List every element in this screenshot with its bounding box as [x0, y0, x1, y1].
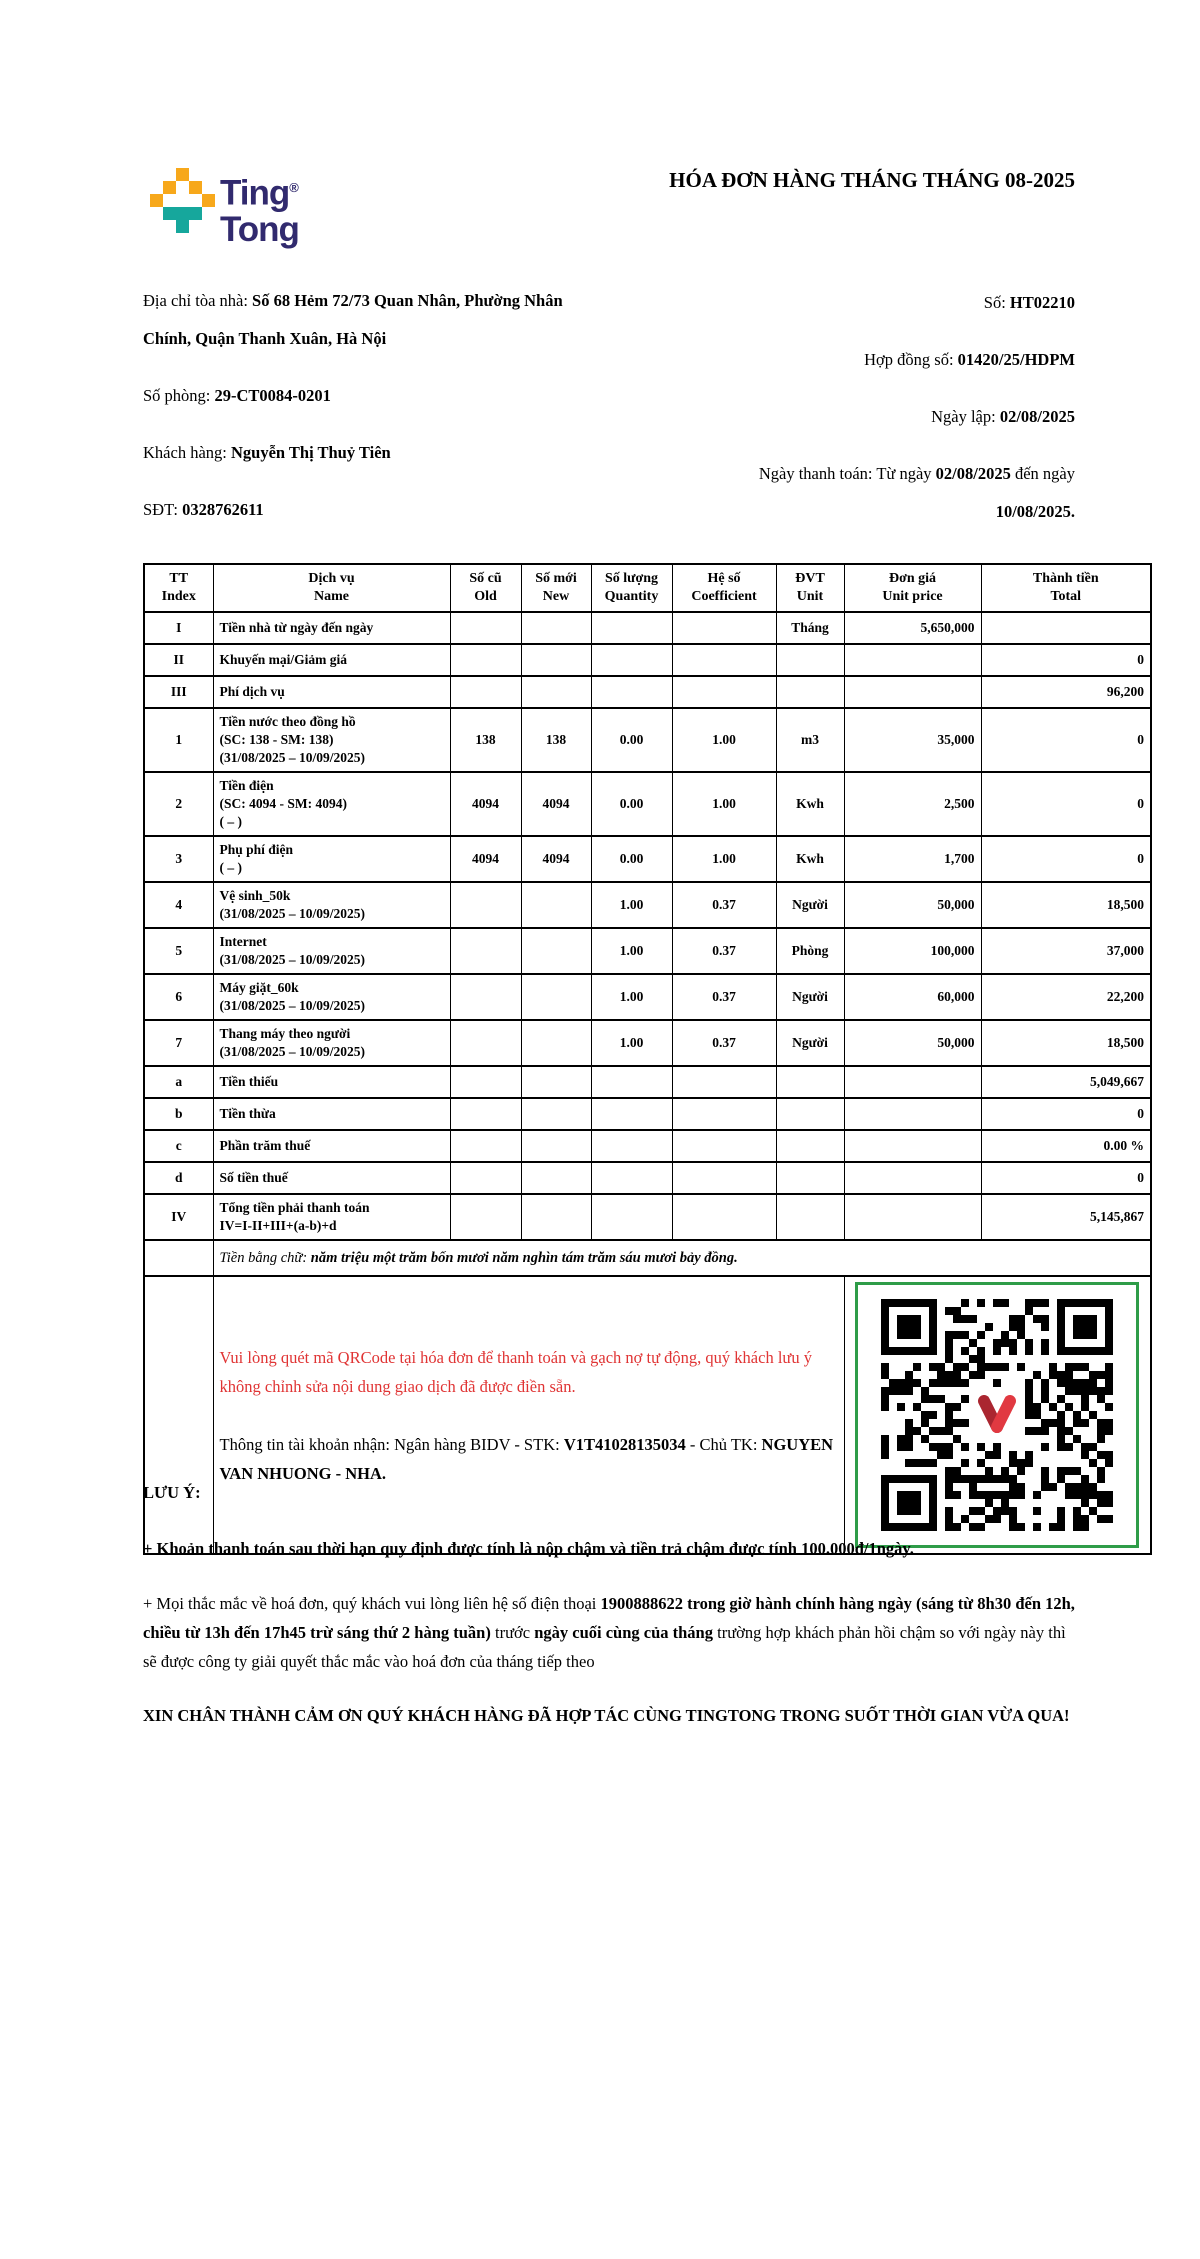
cell-total: 0	[981, 1162, 1151, 1194]
contract-number-label: Hợp đồng số:	[864, 350, 958, 369]
cell-new	[521, 1162, 591, 1194]
cell-name: Phụ phí điện ( – )	[213, 836, 450, 882]
payment-period-label2: đến ngày	[1010, 464, 1075, 483]
cell-name: Phí dịch vụ	[213, 676, 450, 708]
thanks-note: XIN CHÂN THÀNH CẢM ƠN QUÝ KHÁCH HÀNG ĐÃ HỢP TÁC CÙNG TINGTONG TRONG SUỐT THỜI GIAN VỪA QUA!	[143, 1706, 1070, 1725]
amount-in-words-cell	[213, 1240, 1151, 1276]
cell-index: I	[144, 612, 213, 644]
cell-unit-price	[844, 644, 981, 676]
cell-index: a	[144, 1066, 213, 1098]
cell-index: 4	[144, 882, 213, 928]
amount-in-words-value: năm triệu một trăm bốn mươi năm nghìn tám trăm sáu mươi bảy đồng.	[310, 1249, 738, 1266]
cell-total: 5,145,867	[981, 1194, 1151, 1240]
info-item-issue-date	[555, 398, 1075, 436]
cell-quantity: 1.00	[591, 928, 672, 974]
cell-coefficient: 0.37	[672, 1020, 776, 1066]
brand-name-line1: Ting	[220, 173, 290, 213]
cell-new	[521, 612, 591, 644]
cell-quantity: 1.00	[591, 974, 672, 1020]
service-row	[144, 1130, 1151, 1162]
cell-old	[450, 1066, 521, 1098]
cell-total: 0.00 %	[981, 1130, 1151, 1162]
payment-period-label: Ngày thanh toán: Từ ngày	[758, 464, 936, 483]
cell-quantity	[591, 1066, 672, 1098]
service-row	[144, 882, 1151, 928]
cell-coefficient: 0.37	[672, 974, 776, 1020]
cell-total: 0	[981, 644, 1151, 676]
cell-unit-price	[844, 676, 981, 708]
service-row	[144, 676, 1151, 708]
cell-unit	[776, 1162, 844, 1194]
table-header-cell: Dịch vụ Name	[213, 564, 450, 612]
building-address-value: Số 68 Hẻm 72/73 Quan Nhân, Phường Nhân Chính, Quận Thanh Xuân, Hà Nội	[143, 291, 563, 348]
cell-index: 2	[144, 772, 213, 836]
cell-name: Internet (31/08/2025 – 10/09/2025)	[213, 928, 450, 974]
table-header-cell: Số lượng Quantity	[591, 564, 672, 612]
cell-unit-price	[844, 1066, 981, 1098]
cell-unit: Kwh	[776, 772, 844, 836]
cell-unit	[776, 1194, 844, 1240]
cell-coefficient	[672, 1130, 776, 1162]
info-item-customer	[143, 434, 613, 472]
cell-unit	[776, 644, 844, 676]
cell-quantity	[591, 1194, 672, 1240]
cell-name: Tiền nhà từ ngày đến ngày	[213, 612, 450, 644]
cell-unit-price: 50,000	[844, 1020, 981, 1066]
cell-coefficient: 1.00	[672, 772, 776, 836]
customer-value: Nguyễn Thị Thuỷ Tiên	[230, 443, 391, 462]
cell-index: 5	[144, 928, 213, 974]
cell-unit-price: 60,000	[844, 974, 981, 1020]
cell-name: Số tiền thuế	[213, 1162, 450, 1194]
qr-instruction-text: Vui lòng quét mã QRCode tại hóa đơn để thanh toán và gạch nợ tự động, quý khách lưu ý không chỉnh sửa nội dung giao dịch đã được điền sẵn.	[219, 1347, 812, 1396]
cell-new: 4094	[521, 836, 591, 882]
phone-label: SĐT:	[143, 500, 183, 519]
cell-name: Tổng tiền phải thanh toán IV=I-II+III+(a-b)+d	[213, 1194, 450, 1240]
cell-new	[521, 1130, 591, 1162]
service-row	[144, 772, 1151, 836]
cell-total: 0	[981, 772, 1151, 836]
cell-total: 96,200	[981, 676, 1151, 708]
cell-old	[450, 974, 521, 1020]
info-item-contract-number	[555, 341, 1075, 379]
service-row	[144, 928, 1151, 974]
cell-quantity	[591, 644, 672, 676]
service-row	[144, 1162, 1151, 1194]
qr-account-text: Thông tin tài khoản nhận: Ngân hàng BIDV - STK: V1T41028135034 - Chủ TK: NGUYEN VAN NHUONG - NHA.	[219, 1434, 834, 1483]
vietqr-v-icon	[969, 1390, 1025, 1440]
cell-name: Phần trăm thuế	[213, 1130, 450, 1162]
cell-name: Thang máy theo người (31/08/2025 – 10/09/2025)	[213, 1020, 450, 1066]
cell-coefficient	[672, 644, 776, 676]
cell-unit: Người	[776, 1020, 844, 1066]
cell-index: 7	[144, 1020, 213, 1066]
brand-logo	[150, 166, 470, 276]
cell-coefficient	[672, 1098, 776, 1130]
cell-total: 0	[981, 1098, 1151, 1130]
info-item-phone	[143, 491, 613, 529]
service-row	[144, 1066, 1151, 1098]
cell-coefficient: 1.00	[672, 836, 776, 882]
brand-name-line2: Tong	[220, 209, 299, 249]
info-left	[143, 282, 613, 548]
cell-unit	[776, 1066, 844, 1098]
cell-coefficient	[672, 1162, 776, 1194]
cell-coefficient	[672, 676, 776, 708]
cell-old: 4094	[450, 836, 521, 882]
logo-square	[163, 207, 176, 220]
cell-new	[521, 882, 591, 928]
invoice-title: HÓA ĐƠN HÀNG THÁNG THÁNG 08-2025	[669, 168, 1075, 192]
cell-unit: Tháng	[776, 612, 844, 644]
cell-new: 4094	[521, 772, 591, 836]
table-header-cell: ĐVT Unit	[776, 564, 844, 612]
logo-square	[176, 168, 189, 181]
logo-square	[202, 194, 215, 207]
service-row	[144, 1194, 1151, 1240]
cell-unit-price: 50,000	[844, 882, 981, 928]
cell-name: Vệ sinh_50k (31/08/2025 – 10/09/2025)	[213, 882, 450, 928]
info-item-building-address	[143, 282, 613, 358]
cell-quantity	[591, 1162, 672, 1194]
cell-unit-price	[844, 1194, 981, 1240]
cell-total: 5,049,667	[981, 1066, 1151, 1098]
cell-old: 138	[450, 708, 521, 772]
cell-new	[521, 1194, 591, 1240]
service-row	[144, 612, 1151, 644]
cell-total: 22,200	[981, 974, 1151, 1020]
table-header-cell: TT Index	[144, 564, 213, 612]
logo-square	[176, 207, 189, 220]
cell-coefficient	[672, 612, 776, 644]
room-number-value: 29-CT0084-0201	[214, 386, 331, 405]
cell-index: III	[144, 676, 213, 708]
cell-name: Tiền điện (SC: 4094 - SM: 4094) ( – )	[213, 772, 450, 836]
cell-old	[450, 882, 521, 928]
cell-index: 6	[144, 974, 213, 1020]
service-row	[144, 1098, 1151, 1130]
cell-old	[450, 644, 521, 676]
cell-unit: Phòng	[776, 928, 844, 974]
table-header	[144, 564, 1151, 612]
room-number-label: Số phòng:	[143, 386, 215, 405]
notes-section	[143, 1478, 1083, 1730]
cell-index: 3	[144, 836, 213, 882]
cell-new	[521, 928, 591, 974]
cell-index: 1	[144, 708, 213, 772]
cell-unit-price	[844, 1098, 981, 1130]
cell-coefficient: 0.37	[672, 882, 776, 928]
cell-name: Máy giặt_60k (31/08/2025 – 10/09/2025)	[213, 974, 450, 1020]
table-header-cell: Hệ số Coefficient	[672, 564, 776, 612]
logo-square	[163, 181, 176, 194]
cell-total: 0	[981, 708, 1151, 772]
cell-unit	[776, 1098, 844, 1130]
logo-mark	[150, 168, 216, 234]
cell-name: Tiền thiếu	[213, 1066, 450, 1098]
invoice-number-label: Số:	[983, 293, 1010, 312]
cell-unit: m3	[776, 708, 844, 772]
cell-new	[521, 1098, 591, 1130]
service-row	[144, 836, 1151, 882]
late-payment-note: + Khoản thanh toán sau thời hạn quy định được tính là nộp chậm và tiền trả chậm được tính 100.000đ/1ngày.	[143, 1539, 914, 1558]
cell-index: II	[144, 644, 213, 676]
info-item-room-number	[143, 377, 613, 415]
cell-unit: Người	[776, 974, 844, 1020]
cell-coefficient: 0.37	[672, 928, 776, 974]
cell-quantity: 0.00	[591, 836, 672, 882]
cell-unit: Người	[776, 882, 844, 928]
cell-unit-price	[844, 1130, 981, 1162]
payment-from-value: 02/08/2025	[935, 464, 1011, 483]
brand-name	[220, 170, 299, 248]
logo-square	[189, 181, 202, 194]
cell-unit: Kwh	[776, 836, 844, 882]
logo-square	[150, 194, 163, 207]
cell-old: 4094	[450, 772, 521, 836]
cell-unit-price: 2,500	[844, 772, 981, 836]
cell-index: c	[144, 1130, 213, 1162]
amount-in-words-label: Tiền bằng chữ:	[219, 1249, 311, 1266]
cell-coefficient	[672, 1194, 776, 1240]
building-address-label: Địa chỉ tòa nhà:	[143, 291, 253, 310]
cell-quantity	[591, 612, 672, 644]
table-header-cell: Đơn giá Unit price	[844, 564, 981, 612]
cell-index: IV	[144, 1194, 213, 1240]
cell-new	[521, 1066, 591, 1098]
service-row	[144, 708, 1151, 772]
registered-mark: ®	[289, 180, 299, 195]
cell-old	[450, 676, 521, 708]
service-row	[144, 974, 1151, 1020]
logo-square	[176, 220, 189, 233]
cell-index: b	[144, 1098, 213, 1130]
info-right	[555, 284, 1075, 550]
cell-new	[521, 974, 591, 1020]
cell-total: 0	[981, 836, 1151, 882]
cell-quantity: 1.00	[591, 1020, 672, 1066]
cell-old	[450, 1194, 521, 1240]
invoice-number-value: HT02210	[1009, 293, 1075, 312]
cell-old	[450, 1098, 521, 1130]
cell-unit-price: 5,650,000	[844, 612, 981, 644]
cell-total: 18,500	[981, 1020, 1151, 1066]
cell-unit-price	[844, 1162, 981, 1194]
cell-old	[450, 1020, 521, 1066]
cell-unit-price: 35,000	[844, 708, 981, 772]
cell-quantity	[591, 1130, 672, 1162]
cell-old	[450, 928, 521, 974]
cell-coefficient	[672, 1066, 776, 1098]
cell-unit-price: 100,000	[844, 928, 981, 974]
cell-new: 138	[521, 708, 591, 772]
cell-total	[981, 612, 1151, 644]
cell-quantity: 0.00	[591, 708, 672, 772]
table-header-cell: Số mới New	[521, 564, 591, 612]
cell-name: Tiền thừa	[213, 1098, 450, 1130]
cell-coefficient: 1.00	[672, 708, 776, 772]
invoice-table	[143, 563, 1152, 1555]
table-header-cell: Số cũ Old	[450, 564, 521, 612]
service-row	[144, 1020, 1151, 1066]
issue-date-value: 02/08/2025	[999, 407, 1075, 426]
cell-name: Tiền nước theo đồng hồ (SC: 138 - SM: 138) (31/08/2025 – 10/09/2025)	[213, 708, 450, 772]
amount-in-words-row	[144, 1240, 1151, 1276]
table-body	[144, 612, 1151, 1240]
cell-new	[521, 1020, 591, 1066]
service-row	[144, 644, 1151, 676]
cell-unit	[776, 676, 844, 708]
table-header-cell: Thành tiền Total	[981, 564, 1151, 612]
cell-new	[521, 644, 591, 676]
phone-value: 0328762611	[182, 500, 264, 519]
info-item-payment-period	[555, 455, 1075, 531]
cell-total: 18,500	[981, 882, 1151, 928]
info-item-invoice-number	[555, 284, 1075, 322]
notes-heading: LƯU Ý:	[143, 1483, 201, 1502]
cell-new	[521, 676, 591, 708]
contract-number-value: 01420/25/HDPM	[957, 350, 1075, 369]
cell-total: 37,000	[981, 928, 1151, 974]
empty-cell	[144, 1240, 213, 1276]
cell-quantity: 0.00	[591, 772, 672, 836]
customer-label: Khách hàng:	[143, 443, 231, 462]
logo-square	[189, 207, 202, 220]
cell-quantity	[591, 676, 672, 708]
cell-old	[450, 612, 521, 644]
cell-name: Khuyến mại/Giảm giá	[213, 644, 450, 676]
cell-old	[450, 1130, 521, 1162]
cell-quantity: 1.00	[591, 882, 672, 928]
cell-index: d	[144, 1162, 213, 1194]
cell-old	[450, 1162, 521, 1194]
payment-to-value: 10/08/2025.	[995, 502, 1075, 521]
cell-unit	[776, 1130, 844, 1162]
issue-date-label: Ngày lập:	[931, 407, 1000, 426]
contact-note: + Mọi thắc mắc về hoá đơn, quý khách vui lòng liên hệ số điện thoại 1900888622 trong giờ hành chính hàng ngày (sáng từ 8h30 đến 12h, chiều từ 13h đến 17h45 trừ sáng thứ 2 hàng tuần) trước ngày cuối cùng của tháng trường hợp khách phản hồi chậm so với ngày này thì sẽ được công ty giải quyết thắc mắc vào hoá đơn của tháng tiếp theo	[143, 1594, 1075, 1671]
cell-unit-price: 1,700	[844, 836, 981, 882]
cell-quantity	[591, 1098, 672, 1130]
